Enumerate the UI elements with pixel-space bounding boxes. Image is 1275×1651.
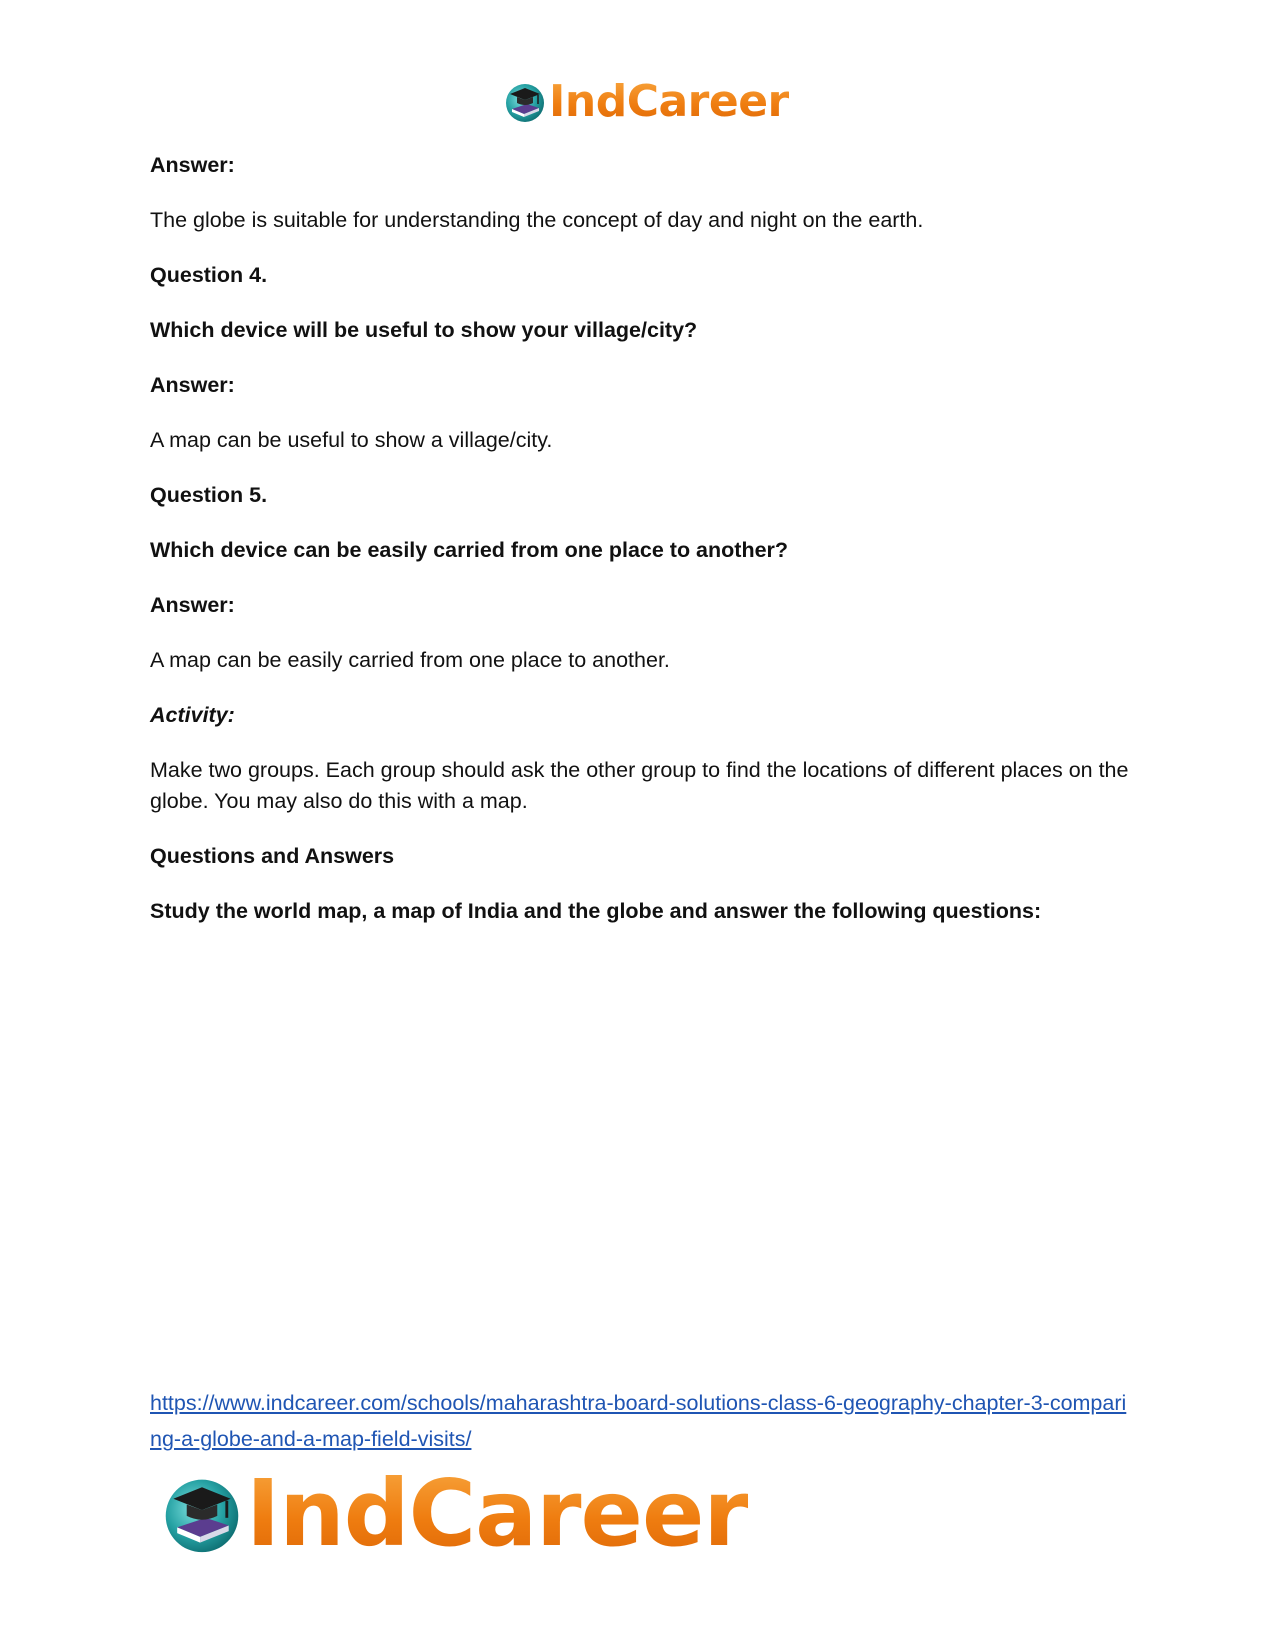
document-body — [150, 150, 1130, 951]
section-instruction: Study the world map, a map of India and the globe and answer the following questions: — [150, 899, 1042, 923]
globe-graduation-icon — [503, 80, 547, 124]
header-logo — [503, 76, 789, 127]
section-heading: Questions and Answers — [150, 844, 395, 868]
globe-graduation-icon — [160, 1472, 244, 1556]
logo-wordmark: IndCareer — [246, 1460, 748, 1567]
logo-wordmark: IndCareer — [549, 76, 789, 127]
answer-label: Answer: — [150, 153, 235, 177]
source-url-link[interactable]: https://www.indcareer.com/schools/maharashtra-board-solutions-class-6-geography-chapter-3-comparing-a-globe-and-a-map-field-visits/ — [150, 1391, 1127, 1451]
answer-text: The globe is suitable for understanding the concept of day and night on the earth. — [150, 208, 924, 232]
answer-text: A map can be easily carried from one place to another. — [150, 648, 670, 672]
question-text: Which device will be useful to show your village/city? — [150, 318, 698, 342]
answer-label: Answer: — [150, 373, 235, 397]
footer-link-block — [150, 1385, 1130, 1457]
question-label: Question 5. — [150, 483, 268, 507]
answer-text: A map can be useful to show a village/city. — [150, 428, 553, 452]
answer-label: Answer: — [150, 593, 235, 617]
question-text: Which device can be easily carried from one place to another? — [150, 538, 789, 562]
activity-label: Activity: — [150, 703, 235, 727]
footer-logo — [160, 1460, 748, 1567]
question-label: Question 4. — [150, 263, 268, 287]
activity-text: Make two groups. Each group should ask the other group to find the locations of different places on the globe. You may also do this with a map. — [150, 758, 1129, 813]
